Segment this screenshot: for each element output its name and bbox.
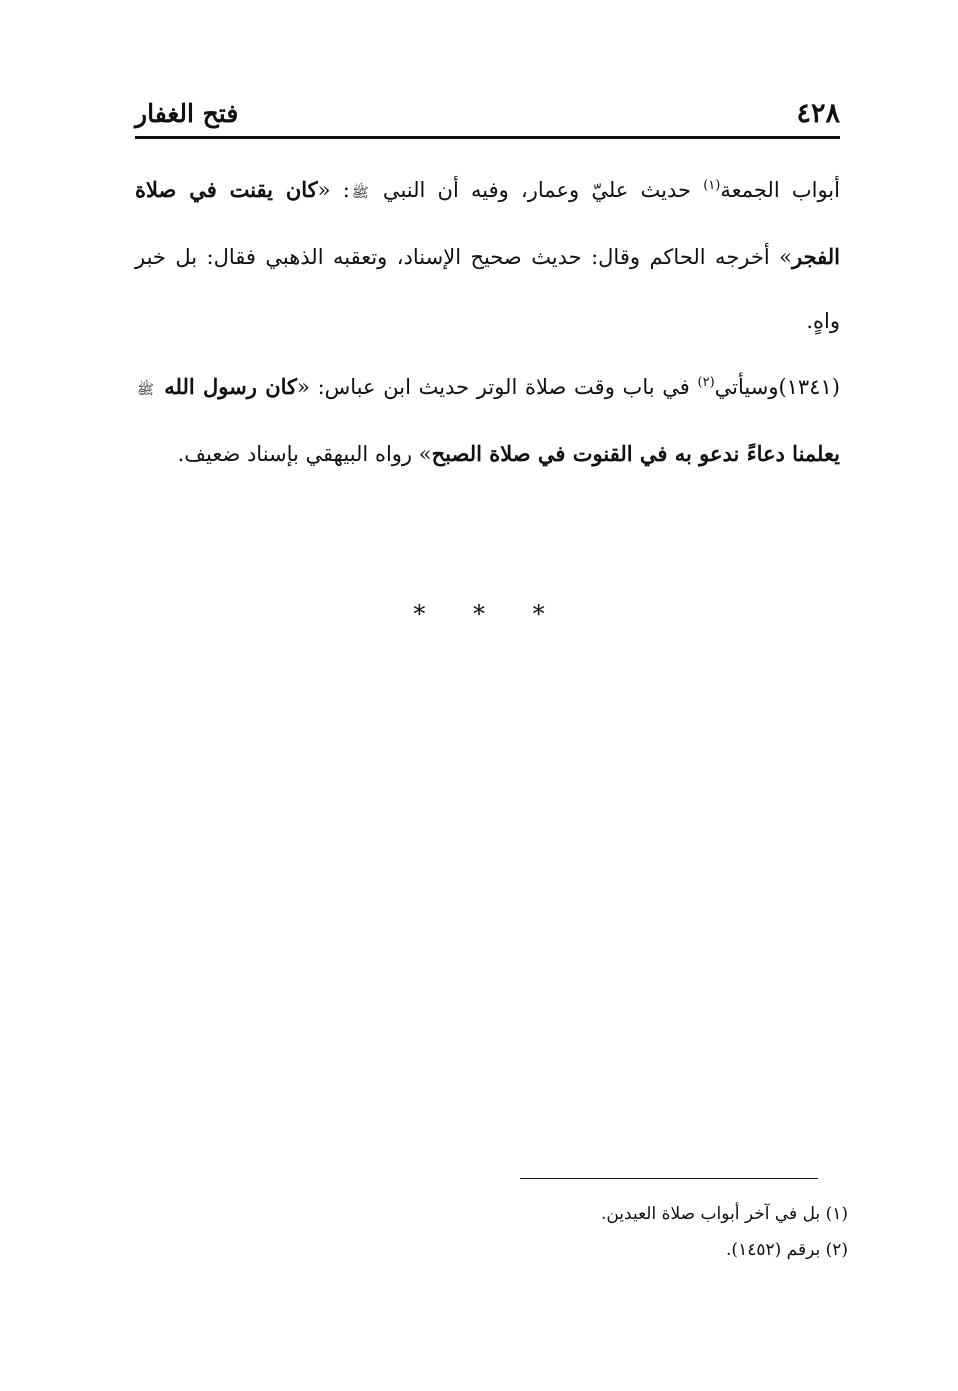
hadith-quote: كان رسول الله xyxy=(155,374,298,399)
text-span: (١٣٤١)وسيأتي xyxy=(714,375,840,399)
footnote-2: (٢) برقم (١٤٥٢). xyxy=(726,1240,848,1260)
text-span: أبواب الجمعة xyxy=(720,178,840,202)
footnote-ref-2[interactable]: (٢) xyxy=(697,375,715,390)
section-separator xyxy=(0,600,958,628)
salawat-honorific: ﷺ xyxy=(351,185,369,201)
paragraph-1 xyxy=(135,158,840,353)
footnotes xyxy=(348,1196,848,1268)
asterisk: * xyxy=(413,600,426,628)
running-title: فتح الغفار xyxy=(135,99,239,128)
footnote-1: (١) بل في آخر أبواب صلاة العيدين. xyxy=(600,1204,848,1224)
text-span: » أخرجه الحاكم وقال: حديث صحيح الإسناد، وتعقبه الذهبي فقال: بل خبر واهٍ. xyxy=(135,245,840,333)
text-span: » رواه البيهقي بإسناد ضعيف. xyxy=(177,442,432,466)
footnote-ref-1[interactable]: (١) xyxy=(703,178,721,193)
text-span: في باب وقت صلاة الوتر حديث ابن عباس: « xyxy=(297,375,698,399)
header-rule xyxy=(135,136,840,139)
hadith-quote: كان يقنت في صلاة الفجر xyxy=(135,177,840,269)
asterisk: * xyxy=(532,600,545,628)
main-text xyxy=(135,158,840,486)
page-header xyxy=(135,96,840,136)
page-number: ٤٢٨ xyxy=(796,98,840,129)
footnote-rule xyxy=(520,1178,818,1179)
text-span: : « xyxy=(317,178,350,202)
asterisk: * xyxy=(473,600,485,628)
hadith-quote: يعلمنا دعاءً ندعو به في القنوت في صلاة الصبح xyxy=(431,441,840,466)
text-span: حديث عليّ وعمار، وفيه أن النبي xyxy=(370,178,704,202)
salawat-honorific: ﷺ xyxy=(137,382,154,398)
paragraph-2 xyxy=(135,355,840,486)
